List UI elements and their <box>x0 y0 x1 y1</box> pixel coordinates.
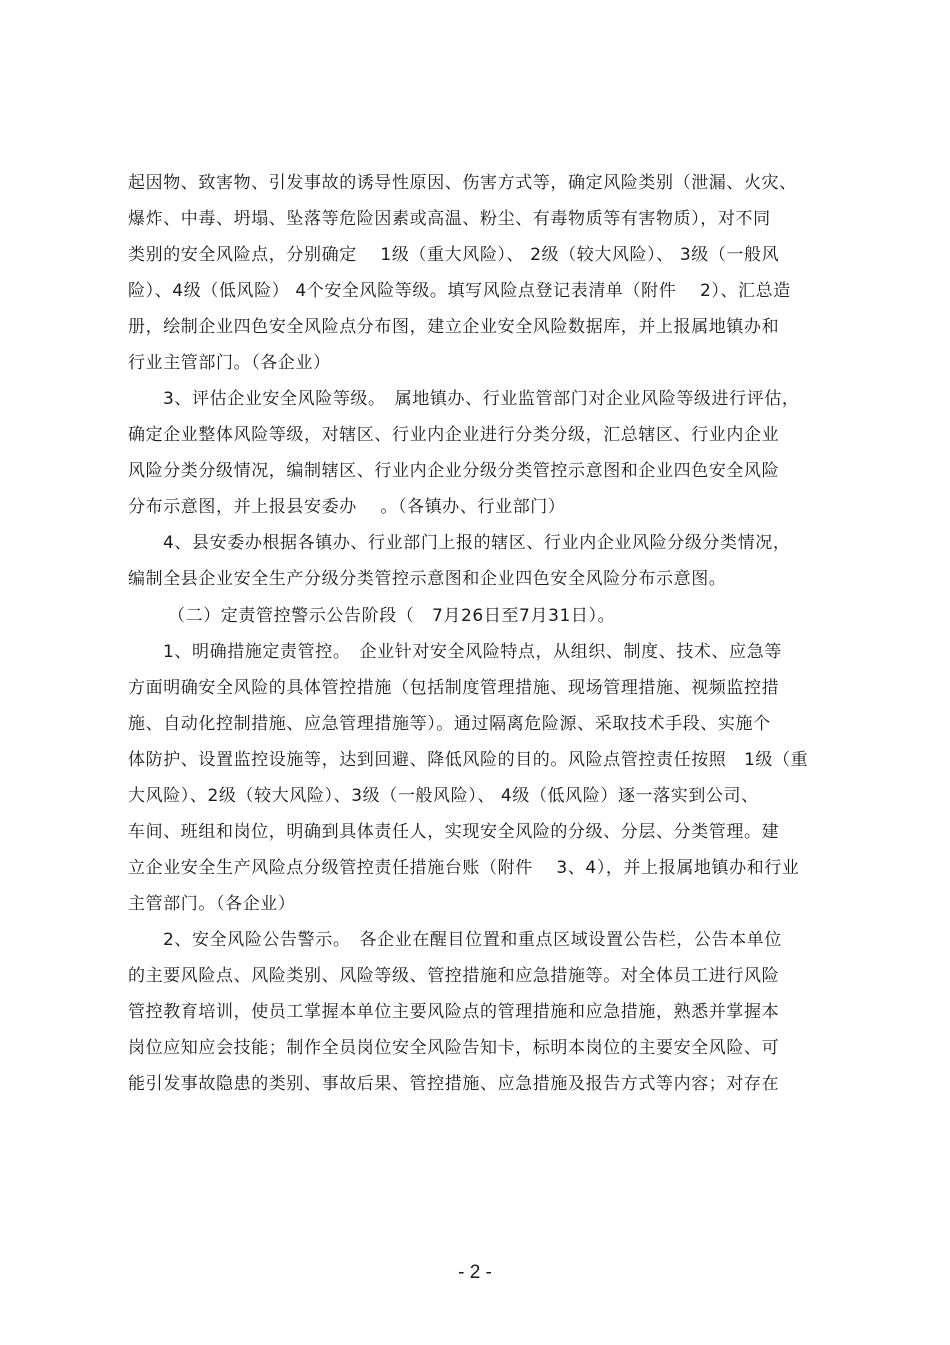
page-number: - 2 - <box>458 1262 492 1283</box>
text-line: 大风险）、2级（较大风险）、3级（一般风险）、 4级（低风险）逐一落实到公司、 <box>128 786 759 806</box>
text-line: 类别的安全风险点，分别确定 1级（重大风险）、 2级（较大风险）、 3级（一般风 <box>128 245 780 265</box>
text-line: 体防护、设置监控设施等，达到回避、降低风险的目的。风险点管控责任按照 1级（重 <box>128 750 809 770</box>
text-line: 爆炸、中毒、坍塌、坠落等危险因素或高温、粉尘、有毒物质等有害物质），对不同 <box>128 209 771 229</box>
text-line: 1、明确措施定责管控。 企业针对安全风险特点，从组织、制度、技术、应急等 <box>163 642 782 662</box>
text-line: 风险分类分级情况，编制辖区、行业内企业分级分类管控示意图和企业四色安全风险 <box>128 461 780 481</box>
text-line: 能引发事故隐患的类别、事故后果、管控措施、应急措施及报告方式等内容；对存在 <box>128 1074 780 1094</box>
text-line: 车间、班组和岗位，明确到具体责任人，实现安全风险的分级、分层、分类管理。建 <box>128 822 780 842</box>
text-line: 施、自动化控制措施、应急管理措施等）。通过隔离危险源、采取技术手段、实施个 <box>128 714 771 734</box>
text-line: （二）定责管控警示公告阶段（ 7月26日至7月31日）。 <box>168 606 616 626</box>
text-line: 确定企业整体风险等级，对辖区、行业内企业进行分类分级，汇总辖区、行业内企业 <box>128 425 780 445</box>
text-line: 险）、4级（低风险） 4个安全风险等级。填写风险点登记表清单（附件 2）、汇总造 <box>128 281 791 301</box>
text-line: 册，绘制企业四色安全风险点分布图，建立企业安全风险数据库，并上报属地镇办和 <box>128 317 780 337</box>
text-line: 立企业安全生产风险点分级管控责任措施台账（附件 3、4），并上报属地镇办和行业 <box>128 858 800 878</box>
text-line: 分布示意图，并上报县安委办 。（各镇办、行业部门） <box>128 497 566 517</box>
text-line: 行业主管部门。（各企业） <box>128 353 331 373</box>
text-line: 4、县安委办根据各镇办、行业部门上报的辖区、行业内企业风险分级分类情况， <box>163 533 791 553</box>
text-line: 2、安全风险公告警示。 各企业在醒目位置和重点区域设置公告栏，公告本单位 <box>163 930 782 950</box>
text-line: 3、评估企业安全风险等级。 属地镇办、行业监管部门对企业风险等级进行评估， <box>163 389 800 409</box>
text-line: 编制全县企业安全生产分级分类管控示意图和企业四色安全风险分布示意图。 <box>128 569 727 589</box>
text-line: 的主要风险点、风险类别、风险等级、管控措施和应急措施等。对全体员工进行风险 <box>128 966 780 986</box>
text-line: 方面明确安全风险的具体管控措施（包括制度管理措施、现场管理措施、视频监控措 <box>128 678 780 698</box>
text-line: 岗位应知应会技能；制作全员岗位安全风险告知卡，标明本岗位的主要安全风险、可 <box>128 1038 780 1058</box>
text-line: 管控教育培训，使员工掌握本单位主要风险点的管理措施和应急措施，熟悉并掌握本 <box>128 1002 780 1022</box>
text-line: 起因物、致害物、引发事故的诱导性原因、伤害方式等，确定风险类别（泄漏、火灾、 <box>128 173 797 193</box>
text-line: 主管部门。（各企业） <box>128 894 296 914</box>
